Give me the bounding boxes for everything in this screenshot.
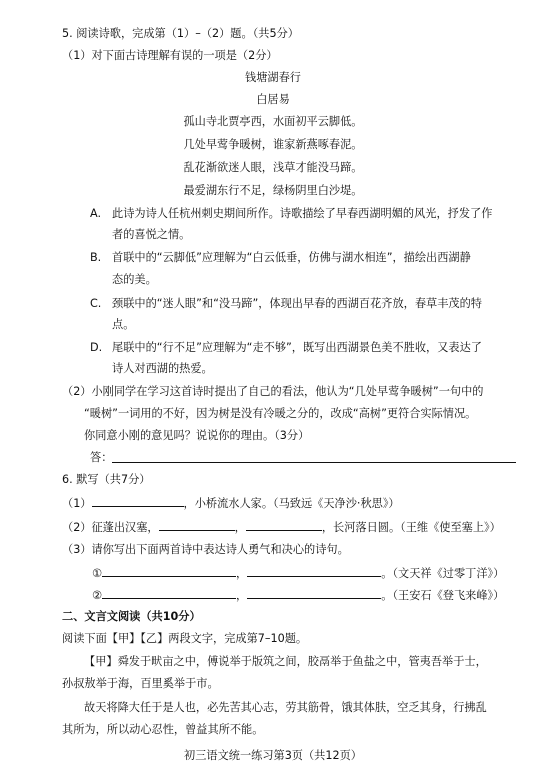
option-text: 尾联中的“行不足”应理解为“走不够”，既写出西湖景色美不胜收，又表达了	[112, 341, 482, 354]
q6-item1	[62, 494, 400, 512]
item-prefix: （2）征蓬出汉塞，	[62, 521, 159, 534]
poem-title: 钱塘湖春行	[245, 71, 301, 84]
page-footer: 初三语文统一练习第3页（共12页）	[184, 749, 362, 762]
blank-field[interactable]	[159, 518, 235, 531]
item-sep: ，	[236, 589, 248, 602]
section2-intro: 阅读下面【甲】【乙】两段文字，完成第7–10题。	[62, 632, 308, 645]
q6-sub-b	[92, 586, 504, 604]
item-source: 。（王安石《登飞来峰》）	[381, 589, 505, 602]
option-text: 此诗为诗人任杭州刺史期间所作。诗歌描绘了早春西湖明媚的风光，抒发了作	[112, 207, 493, 220]
section2-heading: 二、文言文阅读（共10分）	[62, 610, 201, 623]
q6-item3: （3）请你写出下面两首诗中表达诗人勇气和决心的诗句。	[62, 543, 349, 556]
q6-item2	[62, 518, 501, 536]
q5-sub2-line: （2）小刚同学在学习这首诗时提出了自己的看法，他认为“几处早莺争暖树”一句中的	[62, 385, 484, 398]
q5-sub1: （1）对下面古诗理解有误的一项是（2分）	[62, 49, 278, 62]
circled-number: ②	[92, 589, 103, 602]
option-letter: B.	[90, 251, 102, 264]
poem-line: 最爱湖东行不足，绿杨阴里白沙堤。	[183, 184, 363, 197]
poem-line: 乱花渐欲迷人眼，浅草才能没马蹄。	[183, 161, 363, 174]
passage-line: 孙叔敖举于海，百里奚举于市。	[62, 677, 219, 690]
blank-field[interactable]	[247, 586, 381, 599]
poem-author: 白居易	[256, 93, 290, 106]
item-sep: ，	[234, 521, 246, 534]
q5-heading: 5. 阅读诗歌，完成第（1）–（2）题。（共5分）	[62, 27, 299, 40]
blank-field[interactable]	[92, 494, 184, 507]
option-text: 首联中的“云脚低”应理解为“白云低垂，仿佛与湖水相连”，描绘出西湖静	[112, 251, 471, 264]
blank-field[interactable]	[247, 564, 381, 577]
option-letter: D.	[90, 341, 103, 354]
item-text: ，长河落日圆。（王维《使至塞上》）	[321, 521, 501, 534]
passage-line: 故天将降大任于是人也，必先苦其心志，劳其筋骨，饿其体肤，空乏其身，行拂乱	[84, 701, 487, 714]
q6-sub-a	[92, 564, 504, 582]
poem-line: 孤山寺北贾亭西，水面初平云脚低。	[183, 115, 363, 128]
poem-line: 几处早莺争暖树，谁家新燕啄春泥。	[183, 138, 363, 151]
option-text: 者的喜悦之情。	[112, 228, 191, 241]
circled-number: ①	[92, 567, 103, 580]
option-text: 点。	[112, 318, 135, 331]
passage-line: 【甲】舜发于畎亩之中，傅说举于版筑之间，胶鬲举于鱼盐之中，管夷吾举于士，	[84, 655, 487, 668]
item-text: ，小桥流水人家。（马致远《天净沙·秋思》）	[183, 497, 400, 510]
option-letter: A.	[90, 207, 102, 220]
answer-label: 答：	[90, 451, 113, 464]
blank-field[interactable]	[102, 586, 236, 599]
item-source: 。（文天祥《过零丁洋》）	[381, 567, 505, 580]
option-text: 诗人对西湖的热爱。	[112, 362, 213, 375]
item-sep: ，	[236, 567, 248, 580]
q5-sub2-line: 你同意小刚的意见吗？说说你的理由。（3分）	[84, 429, 310, 442]
passage-line: 其所为，所以动心忍性，曾益其所不能。	[62, 723, 264, 736]
answer-line[interactable]	[112, 462, 516, 463]
option-text: 颈联中的“迷人眼”和“没马蹄”，体现出早春的西湖百花齐放，春草丰茂的特	[112, 297, 482, 310]
q6-heading: 6. 默写（共7分）	[62, 473, 151, 486]
item-prefix: （1）	[62, 497, 92, 510]
option-text: 态的美。	[112, 273, 157, 286]
q5-sub2-line: “暖树”一词用的不好，因为树是没有冷暖之分的，改成“高树”更符合实际情况。	[84, 407, 477, 420]
blank-field[interactable]	[102, 564, 236, 577]
blank-field[interactable]	[246, 518, 322, 531]
option-letter: C.	[90, 297, 102, 310]
